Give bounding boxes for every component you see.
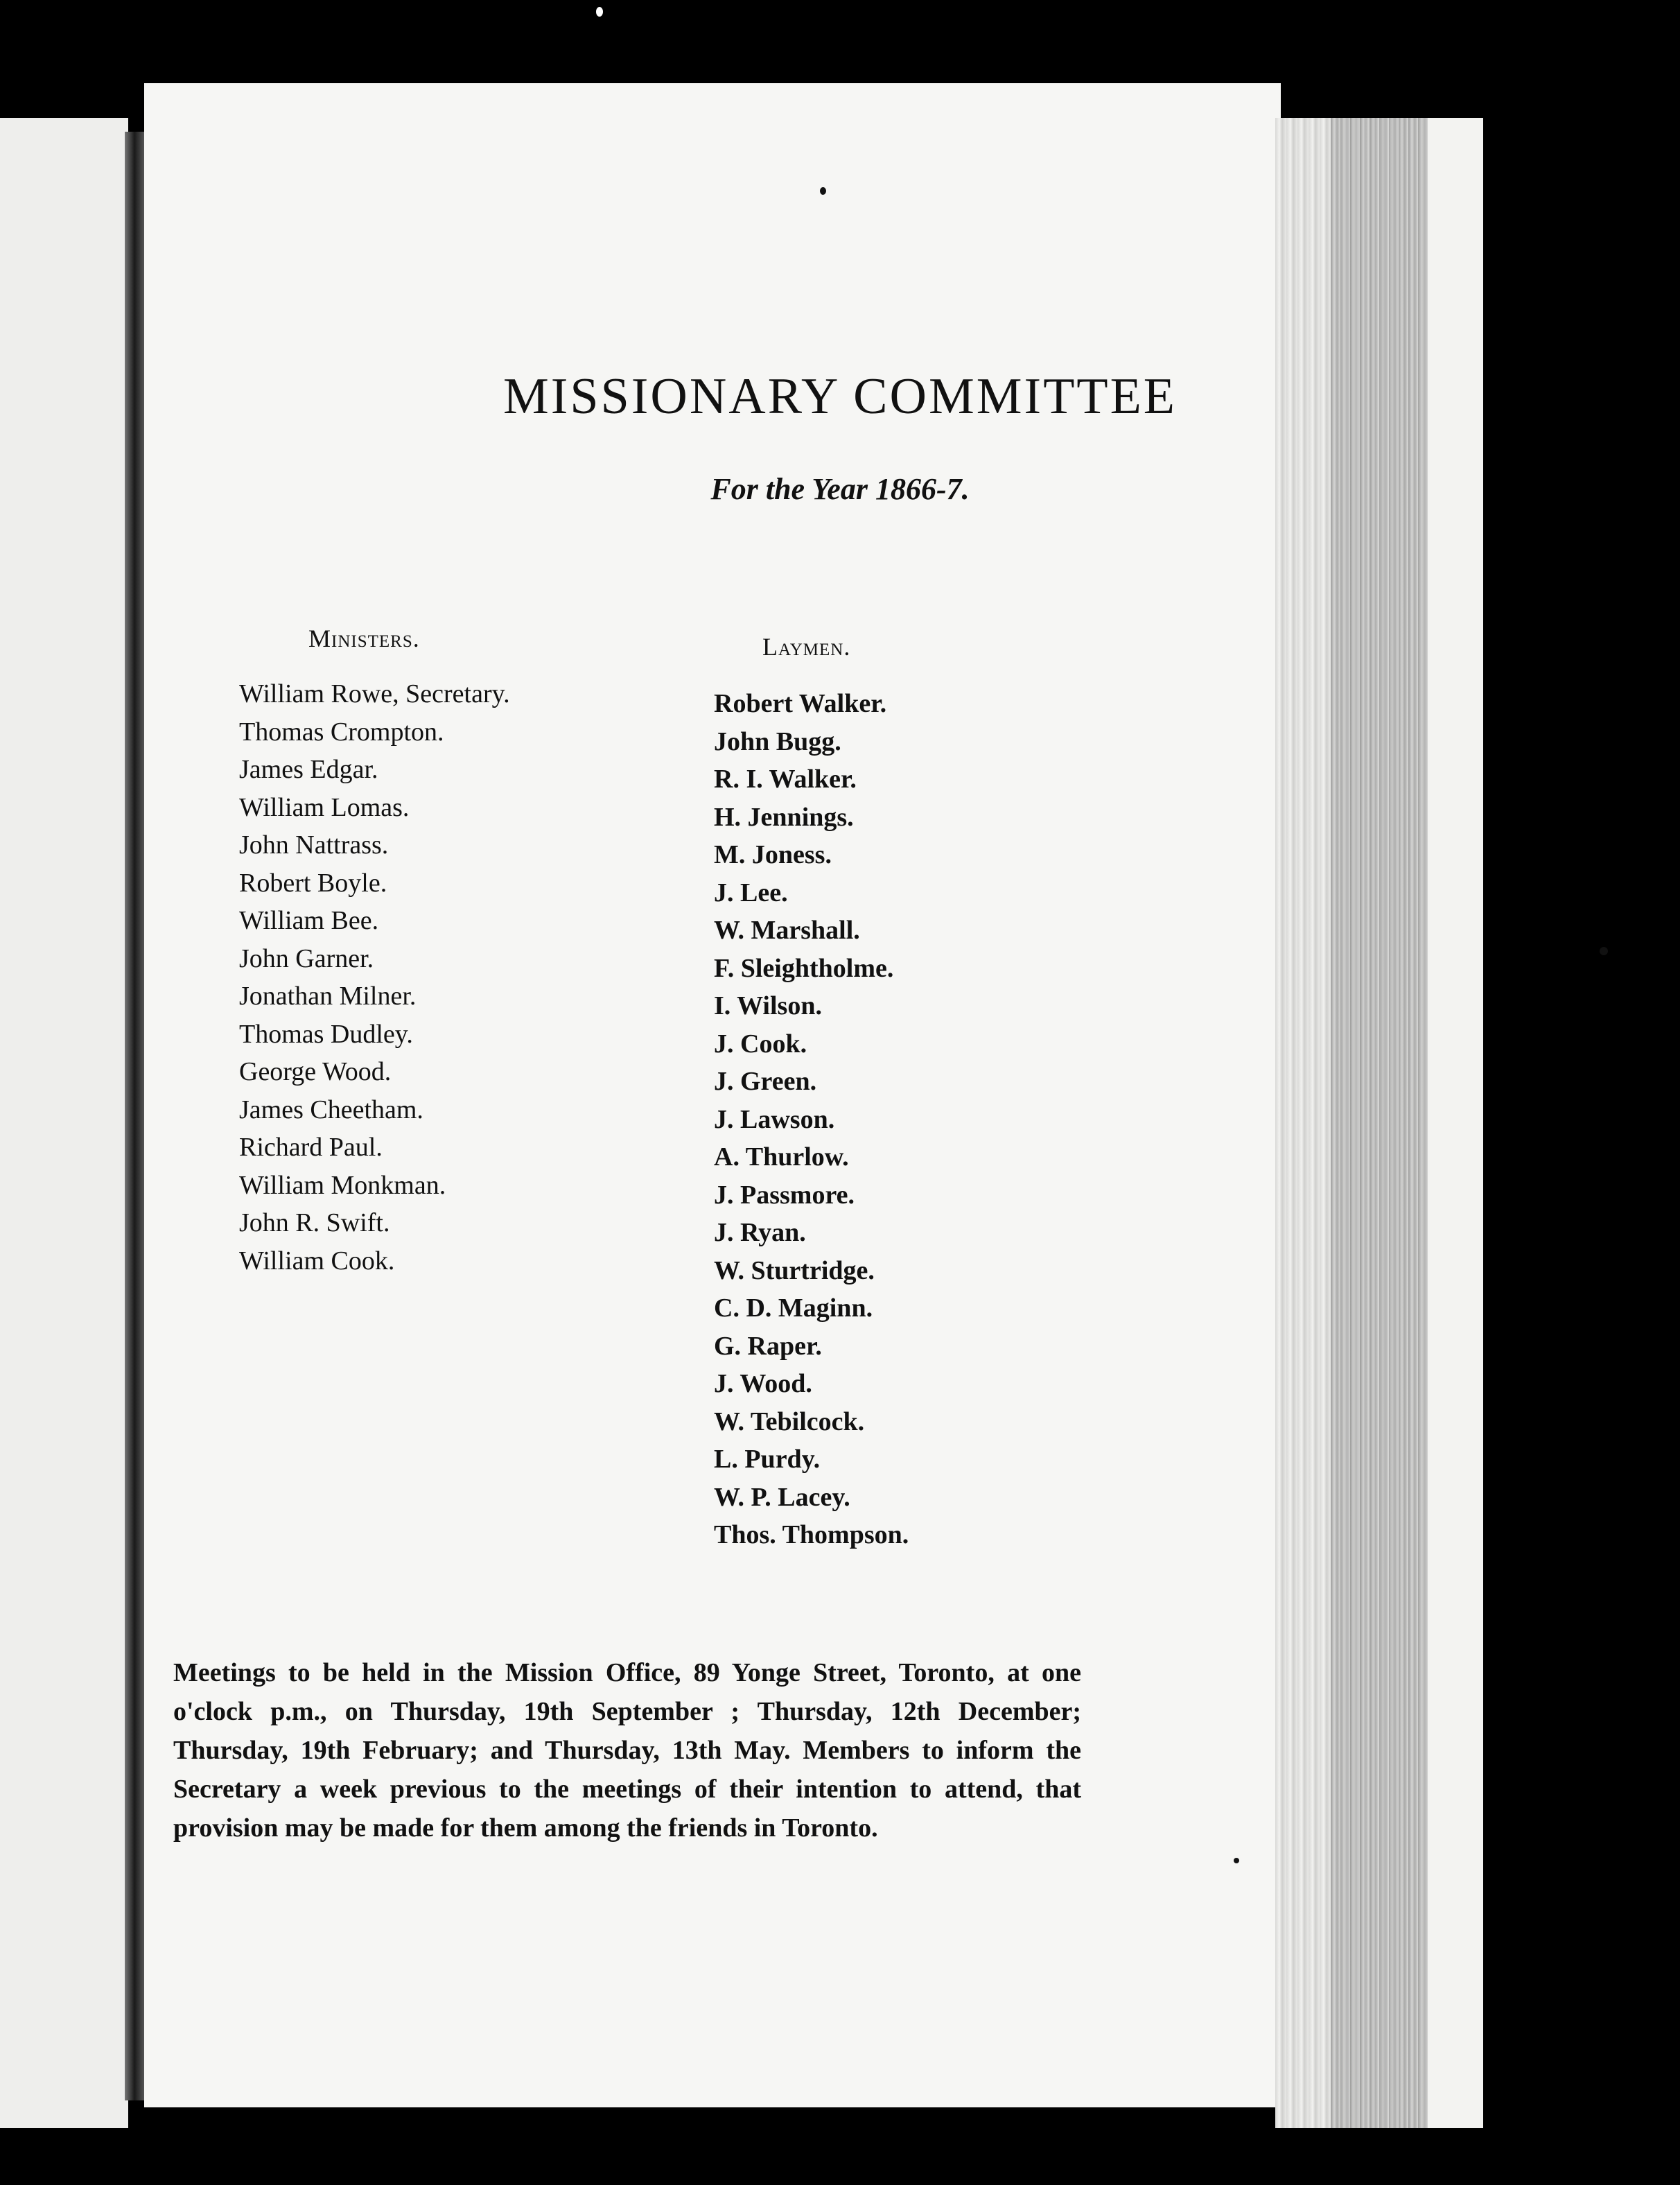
- minister-name: John R. Swift.: [239, 1208, 390, 1237]
- scan-speck: [596, 7, 603, 17]
- minister-name: James Cheetham.: [239, 1095, 423, 1124]
- scan-speck: [820, 187, 826, 195]
- scan-speck: [1234, 1858, 1239, 1863]
- minister-name: James Edgar.: [239, 755, 378, 784]
- layme-name: C. D. Maginn.: [714, 1294, 873, 1323]
- layme-name: A. Thurlow.: [714, 1142, 849, 1172]
- layme-name: J. Ryan.: [714, 1218, 806, 1247]
- minister-name: Thomas Dudley.: [239, 1019, 413, 1049]
- layme-name: W. Tebilcock.: [714, 1407, 865, 1436]
- minister-name: Thomas Crompton.: [239, 717, 444, 747]
- minister-name: Richard Paul.: [239, 1133, 383, 1162]
- layme-name: Thos. Thompson.: [714, 1520, 909, 1549]
- minister-name: William Cook.: [239, 1246, 395, 1276]
- layme-name: J. Wood.: [714, 1369, 812, 1398]
- meeting-notice: Meetings to be held in the Mission Office, 89 Yonge Street, Toronto, at one o'clock p.m., on Thursday, 19th September ; Thursday, 12th December; Thursday, 19th February; and Thursday, 13th May. Members to inform the Secretary a week previous to the meetings of their intention to attend, that provision may be made for them among the friends in Toronto.: [173, 1658, 1081, 1843]
- page-subtitle: For the Year 1866-7.: [710, 472, 970, 506]
- laymen-list: [714, 685, 909, 1554]
- minister-name: John Garner.: [239, 943, 374, 973]
- layme-name: W. Marshall.: [714, 916, 860, 945]
- layme-name: J. Passmore.: [714, 1180, 855, 1210]
- laymen-heading: Laymen.: [762, 633, 851, 661]
- minister-name: Robert Boyle.: [239, 868, 387, 898]
- layme-name: W. P. Lacey.: [714, 1482, 850, 1512]
- minister-name: William Lomas.: [239, 792, 410, 822]
- minister-name: William Monkman.: [239, 1170, 446, 1200]
- layme-name: R. I. Walker.: [714, 765, 857, 794]
- layme-name: M. Joness.: [714, 840, 832, 869]
- minister-name: John Nattrass.: [239, 830, 389, 860]
- layme-name: John Bugg.: [714, 726, 841, 756]
- layme-name: I. Wilson.: [714, 991, 822, 1020]
- layme-name: J. Green.: [714, 1067, 817, 1096]
- layme-name: G. Raper.: [714, 1331, 822, 1361]
- page-title: MISSIONARY COMMITTEE: [502, 368, 1178, 425]
- layme-name: J. Lawson.: [714, 1104, 835, 1134]
- ministers-heading: Ministers.: [308, 625, 420, 652]
- minister-name: William Bee.: [239, 906, 379, 935]
- minister-name: William Rowe, Secretary.: [239, 679, 510, 708]
- layme-name: H. Jennings.: [714, 802, 854, 832]
- book-gutter: [125, 132, 144, 2100]
- minister-name: George Wood.: [239, 1057, 392, 1086]
- layme-name: L. Purdy.: [714, 1445, 821, 1474]
- layme-name: J. Cook.: [714, 1029, 807, 1059]
- layme-name: F. Sleightholme.: [714, 953, 894, 983]
- scan-speck: [1600, 947, 1608, 955]
- minister-name: Jonathan Milner.: [239, 982, 417, 1011]
- layme-name: J. Lee.: [714, 878, 788, 907]
- layme-name: W. Sturtridge.: [714, 1255, 875, 1285]
- ministers-list: [239, 675, 510, 1280]
- layme-name: Robert Walker.: [714, 689, 887, 718]
